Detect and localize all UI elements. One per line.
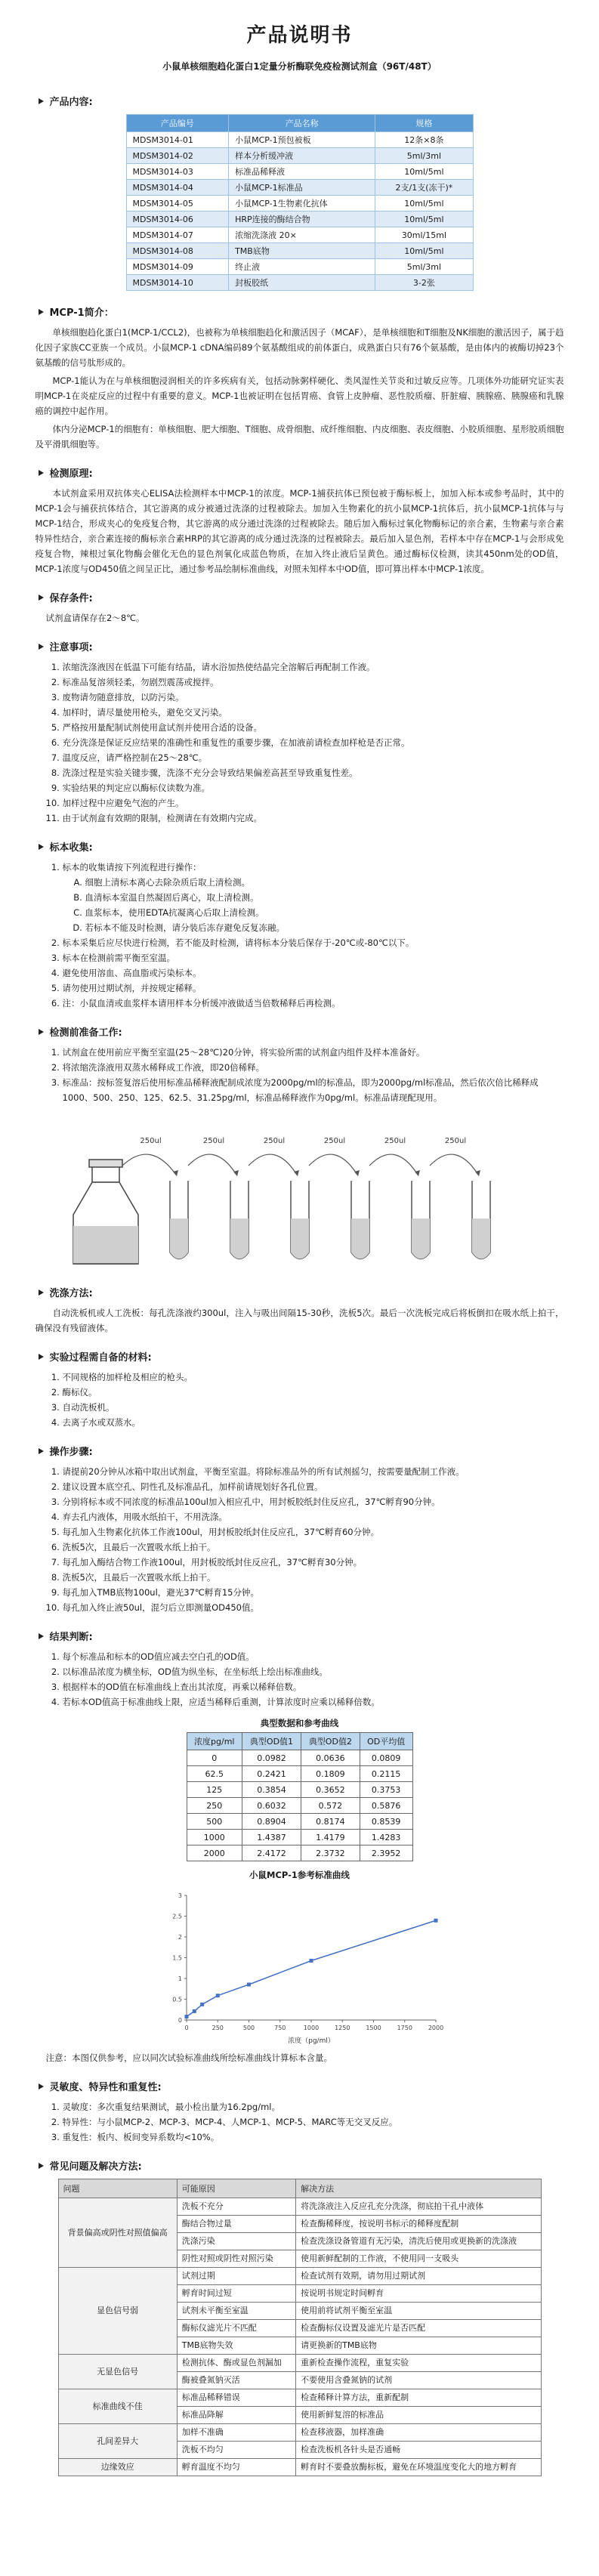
sample-subitem: C. 血浆标本，使用EDTA抗凝离心后取上清检测。 — [85, 905, 564, 920]
table-row — [187, 1766, 412, 1782]
faq-cause: 洗板不充分 — [177, 2198, 295, 2216]
table-cell: MDSM3014-07 — [126, 227, 229, 243]
y-tick-label: 0 — [178, 2017, 182, 2024]
faq-table — [58, 2179, 542, 2476]
bullet-arrow-icon — [39, 1633, 44, 1639]
tube-icon — [351, 1181, 369, 1259]
bullet-arrow-icon — [39, 1354, 44, 1360]
section-sample: 标本收集: — [36, 839, 564, 854]
faq-cause: 洗板不均匀 — [177, 2442, 295, 2459]
steps-list — [36, 1464, 564, 1615]
faq-cause: 孵育时间过短 — [177, 2285, 295, 2303]
step-item: 3. 分别将标本或不同浓度的标准品100ul加入相应孔中，用封板胶纸封住反应孔，37℃孵育90分钟。 — [63, 1494, 564, 1509]
table-cell: 0.0636 — [301, 1750, 360, 1766]
bullet-arrow-icon — [39, 595, 44, 601]
step-item: 1. 请提前20分钟从冰箱中取出试剂盒，平衡至室温。将除标准品外的所有试剂摇匀，按需要量配制工作液。 — [63, 1464, 564, 1479]
step-item: 9. 每孔加入TMB底物100ul，避光37℃孵育15分钟。 — [63, 1585, 564, 1600]
faq-solution: 检查酶稀释度，按说明书标示的稀释度配制 — [296, 2216, 541, 2233]
note-item: 6. 充分洗涤是保证反应结果的准确性和重复性的重要步骤，在加液前请检查加样枪是否正常。 — [63, 735, 564, 750]
page-title: 产品说明书 — [246, 24, 353, 47]
bullet-arrow-icon — [39, 844, 44, 850]
tube-icon — [230, 1181, 249, 1259]
x-axis-label: 浓度（pg/ml） — [287, 2037, 335, 2045]
table-row — [126, 132, 473, 148]
x-tick-label: 1250 — [334, 2025, 350, 2031]
wash-text: 自动洗板机或人工洗板：每孔洗涤液约300ul，注入与吸出间隔15-30秒，洗板5次。最后一次洗板完成后将板倒扣在吸水纸上拍干，确保没有残留液体。 — [35, 1308, 564, 1333]
table-cell: 小鼠MCP-1生物素化抗体 — [229, 196, 375, 212]
step-item: 4. 弃去孔内液体，用吸水纸拍干，不用洗涤。 — [63, 1509, 564, 1524]
x-tick-label: 1000 — [303, 2025, 319, 2031]
table-cell: 小鼠MCP-1预包被板 — [229, 132, 375, 148]
table-row — [126, 243, 473, 259]
table-cell: 3-2张 — [375, 275, 473, 291]
sample-subitem: D. 若标本不能及时检测，请分装后冻存避免反复冻融。 — [85, 920, 564, 935]
table-cell: MDSM3014-02 — [126, 148, 229, 164]
sample-item: 4. 避免使用溶血、高血脂或污染标本。 — [63, 965, 564, 981]
tube-icon — [472, 1181, 490, 1259]
faq-cause: 试剂过期 — [177, 2268, 295, 2285]
sample-subitem: A. 细胞上清标本离心去除杂质后取上清检测。 — [85, 875, 564, 890]
table-cell: 10ml/5ml — [375, 243, 473, 259]
faq-question: 显色信号弱 — [58, 2268, 177, 2355]
table-cell: MDSM3014-04 — [126, 180, 229, 196]
note-item: 10. 加样过程中应避免气泡的产生。 — [63, 795, 564, 811]
faq-question: 边缘效应 — [58, 2459, 177, 2476]
material-item: 2. 酶标仪。 — [63, 1385, 564, 1400]
table-row — [187, 1814, 412, 1830]
table-cell: MDSM3014-09 — [126, 259, 229, 275]
prep-item: 2. 将浓缩洗涤液用双蒸水稀释成工作液，即20倍稀释。 — [63, 1060, 564, 1075]
faq-cause: 加样不准确 — [177, 2424, 295, 2442]
section-principle: 检测原理: — [36, 465, 564, 480]
sample-item: 1. 标本的收集请按下列流程进行操作： A. 细胞上清标本离心去除杂质后取上清检测。 B. 血清标本室温自然凝固后离心，取上清检测。 C. 血浆标本，使用EDTA抗凝离心后取上清检测。 D. 若标本不能及时检测，请分装后冻存避免反复冻融。 — [63, 860, 564, 935]
table-cell: MDSM3014-03 — [126, 164, 229, 180]
bullet-arrow-icon — [39, 1290, 44, 1296]
material-item: 3. 自动洗板机。 — [63, 1400, 564, 1415]
kit-header: 产品编号 — [126, 115, 229, 132]
transfer-arrow-icon — [430, 1154, 478, 1175]
table-cell: 12条×8条 — [375, 132, 473, 148]
transfer-volume-label: 250ul — [444, 1137, 466, 1145]
manual-page — [36, 0, 564, 2476]
y-tick-label: 1 — [178, 1975, 182, 1982]
sample-item: 6. 注：小鼠血清或血浆样本请用样本分析缓冲液做适当倍数稀释后再检测。 — [63, 996, 564, 1011]
note-item: 2. 标准品复溶须轻柔，勿剧烈震荡或搅拌。 — [63, 675, 564, 690]
kit-table — [126, 114, 474, 291]
y-tick-label: 0.5 — [171, 1996, 182, 2003]
faq-solution: 检查移液器，加样准确 — [296, 2424, 541, 2442]
step-item: 8. 洗板5次，且最后一次置吸水纸上拍干。 — [63, 1570, 564, 1585]
table-cell: 0.3854 — [242, 1782, 301, 1798]
section-notes: 注意事项: — [36, 639, 564, 653]
x-tick-label: 1500 — [365, 2025, 381, 2031]
table-row — [126, 164, 473, 180]
table-cell: 5ml/3ml — [375, 148, 473, 164]
standard-curve-chart — [141, 1884, 459, 2050]
table-cell: 0.8539 — [360, 1814, 412, 1830]
std-header: 浓度pg/ml — [187, 1733, 242, 1750]
transfer-arrow-icon — [369, 1154, 418, 1175]
table-cell: 2.4172 — [242, 1846, 301, 1861]
performance-item: 2. 特异性：与小鼠MCP-2、MCP-3、MCP-4、人MCP-1、MCP-5、MARC等无交叉反应。 — [63, 2114, 564, 2130]
faq-solution: 按说明书规定时间孵育 — [296, 2285, 541, 2303]
table-cell: 0.3652 — [301, 1782, 360, 1798]
table-cell: MDSM3014-08 — [126, 243, 229, 259]
faq-solution: 使用新鲜复溶的标准品 — [296, 2407, 541, 2424]
table-row — [126, 227, 473, 243]
table-cell: TMB底物 — [229, 243, 375, 259]
data-point — [434, 1919, 437, 1923]
materials-list — [36, 1370, 564, 1430]
faq-solution: 使用前将试剂平衡至室温 — [296, 2303, 541, 2320]
table-row — [126, 196, 473, 212]
result-item: 2. 以标准品浓度为横坐标，OD值为纵坐标，在坐标纸上绘出标准曲线。 — [63, 1664, 564, 1679]
results-list — [36, 1649, 564, 1710]
data-point — [184, 2015, 188, 2018]
sample-item: 3. 标本在检测前需平衡至室温。 — [63, 950, 564, 965]
kit-header: 产品名称 — [229, 115, 375, 132]
faq-cause: 标准品稀释错误 — [177, 2389, 295, 2407]
table-cell: 0.6032 — [242, 1798, 301, 1814]
bullet-arrow-icon — [39, 309, 44, 315]
kit-header: 规格 — [375, 115, 473, 132]
performance-item: 3. 重复性：板内、板间变异系数均<10%。 — [63, 2130, 564, 2145]
table-cell: 1.4387 — [242, 1830, 301, 1846]
table-cell: 样本分析缓冲液 — [229, 148, 375, 164]
notes-list — [36, 659, 564, 826]
table-cell: 0.3753 — [360, 1782, 412, 1798]
faq-row — [58, 2424, 541, 2442]
step-item: 2. 建议设置本底空孔、阴性孔及标准品孔，加样前请规划好各孔位置。 — [63, 1479, 564, 1494]
faq-cause: 酶标仪滤光片不匹配 — [177, 2320, 295, 2337]
bullet-arrow-icon — [39, 1448, 44, 1454]
faq-row — [58, 2268, 541, 2285]
faq-solution: 使用新鲜配制的工作液，不使用同一支吸头 — [296, 2250, 541, 2268]
table-cell: 2支/1支(冻干)* — [375, 180, 473, 196]
note-item: 9. 实验结果的判定应以酶标仪读数为准。 — [63, 780, 564, 795]
faq-solution: 孵育时不要叠放酶标板，避免在环境温度变化大的地方孵育 — [296, 2459, 541, 2476]
table-cell: 250 — [187, 1798, 242, 1814]
faq-cause: 标准品降解 — [177, 2407, 295, 2424]
table-cell: MDSM3014-01 — [126, 132, 229, 148]
transfer-volume-label: 250ul — [139, 1137, 162, 1145]
table-cell: 10ml/5ml — [375, 196, 473, 212]
table-cell: 0.8904 — [242, 1814, 301, 1830]
table-cell: 封板胶纸 — [229, 275, 375, 291]
faq-row — [58, 2459, 541, 2476]
table-cell: 10ml/5ml — [375, 164, 473, 180]
faq-header: 问题 — [58, 2179, 177, 2198]
table-cell: 2000 — [187, 1846, 242, 1861]
faq-solution: 检查洗涤设备管道有无污染，清洗后使用或更换新的洗涤液 — [296, 2233, 541, 2250]
faq-row — [58, 2355, 541, 2372]
table-cell: 终止液 — [229, 259, 375, 275]
table-cell: 30ml/15ml — [375, 227, 473, 243]
chart-caption: 小鼠MCP-1参考标准曲线 — [249, 1870, 350, 1880]
faq-question: 无显色信号 — [58, 2355, 177, 2389]
faq-question: 背景偏高或阴性对照值偏高 — [58, 2198, 177, 2268]
transfer-volume-label: 250ul — [263, 1137, 285, 1145]
table-row — [187, 1750, 412, 1766]
faq-solution: 检查洗板机各针头是否通畅 — [296, 2442, 541, 2459]
transfer-arrow-icon — [249, 1154, 297, 1175]
faq-cause: 试剂未平衡至室温 — [177, 2303, 295, 2320]
note-item: 5. 严格按用量配制试剂使用盒试剂并使用合适的设备。 — [63, 720, 564, 735]
faq-question: 标准曲线不佳 — [58, 2389, 177, 2424]
transfer-volume-label: 250ul — [323, 1137, 345, 1145]
sample-item: 2. 标本采集后应尽快进行检测，若不能及时检测，请将标本分装后保存于-20℃或-80℃以下。 — [63, 935, 564, 950]
table-row — [126, 275, 473, 291]
table-cell: 0.0809 — [360, 1750, 412, 1766]
table-cell: 5ml/3ml — [375, 259, 473, 275]
faq-solution: 请更换新的TMB底物 — [296, 2337, 541, 2355]
table-cell: 0.5876 — [360, 1798, 412, 1814]
x-tick-label: 1750 — [397, 2025, 412, 2031]
table-cell: 2.3952 — [360, 1846, 412, 1861]
table-cell: 0.8174 — [301, 1814, 360, 1830]
transfer-arrow-icon — [122, 1154, 176, 1175]
y-tick-label: 3 — [178, 1892, 182, 1899]
y-tick-label: 1.5 — [171, 1954, 182, 1962]
table-cell: 0 — [187, 1750, 242, 1766]
x-tick-label: 250 — [212, 2025, 224, 2031]
note-item: 4. 加样时，请尽量使用枪头，避免交叉污染。 — [63, 705, 564, 720]
faq-solution: 不要使用含叠氮钠的试剂 — [296, 2372, 541, 2389]
table-row — [187, 1846, 412, 1861]
principle-text: 本试剂盒采用双抗体夹心ELISA法检测样本中MCP-1的浓度。MCP-1捕获抗体已预包被于酶标板上，加加入标本或参考品时，其中的MCP-1会与捕获抗体结合，其它游离的成分被通过洗涤的过程被除去。加加入生物素化的抗小鼠MCP-1抗体后，抗小鼠MCP-1抗体与与MCP-1结合，形成夹心的免疫复合物，其它游离的成分通过洗涤的过程被除去。随后加入酶标过氧化物酶标记的亲合素，生物素与亲合素特异性结合，亲合素连接的酶标亲合素HRP的其它游离的成分通过洗涤的过程被除去。最后加入显色剂，若样本中存在MCP-1与会形成免疫复合物，辣根过氧化物酶会催化无色的显色剂氧化成蓝色物质，在加入终止液后呈黄色。通过酶标仪检测，读其450nm处的OD值，MCP-1浓度与OD450值之间呈正比，通过参考品绘制标准曲线，对照未知样本中OD值，即可算出样本中MCP-1浓度。 — [35, 488, 564, 574]
faq-solution: 检查试剂有效期，请勿用过期试剂 — [296, 2268, 541, 2285]
section-wash: 洗涤方法: — [36, 1285, 564, 1299]
transfer-arrow-icon — [188, 1154, 236, 1175]
table-cell: HRP连接的酶结合物 — [229, 212, 375, 227]
performance-item: 1. 灵敏度：多次重复结果测试，最小检出量为16.2pg/ml。 — [63, 2099, 564, 2114]
data-point — [192, 2009, 196, 2013]
faq-cause: 酶被叠氮钠灭活 — [177, 2372, 295, 2389]
section-storage: 保存条件: — [36, 590, 564, 604]
bullet-arrow-icon — [39, 2083, 44, 2090]
faq-cause: 孵育温度不均匀 — [177, 2459, 295, 2476]
faq-cause: TMB底物失效 — [177, 2337, 295, 2355]
table-cell: 浓缩洗涤液 20× — [229, 227, 375, 243]
faq-cause: 阴性对照或阴性对照污染 — [177, 2250, 295, 2268]
table-cell: 0.2115 — [360, 1766, 412, 1782]
faq-cause: 洗涤污染 — [177, 2233, 295, 2250]
table-cell: MDSM3014-06 — [126, 212, 229, 227]
result-item: 1. 每个标准品和标本的OD值应减去空白孔的OD值。 — [63, 1649, 564, 1664]
table-cell: MDSM3014-05 — [126, 196, 229, 212]
stock-bottle-icon — [73, 1160, 138, 1264]
note-item: 7. 温度反应，请严格控制在25～28℃。 — [63, 750, 564, 765]
table-cell: MDSM3014-10 — [126, 275, 229, 291]
chart-note: 注意：本图仅供参考，应以同次试验标准曲线所绘标准曲线计算标本含量。 — [45, 2052, 332, 2063]
table-cell: 1000 — [187, 1830, 242, 1846]
result-item: 3. 根据样本的OD值在标准曲线上查出其浓度，再乘以稀释倍数。 — [63, 1679, 564, 1694]
prep-item: 1. 试剂盒在使用前应平衡至室温(25～28℃)20分钟，将实验所需的试剂盒内组件及样本准备好。 — [63, 1045, 564, 1060]
x-tick-label: 750 — [273, 2025, 286, 2031]
std-header: 典型OD值2 — [301, 1733, 360, 1750]
data-point — [215, 1994, 219, 1997]
faq-row — [58, 2198, 541, 2216]
faq-solution: 检查酶标仪设置及滤光片是否匹配 — [296, 2320, 541, 2337]
intro-text — [36, 325, 564, 452]
table-cell: 小鼠MCP-1标准品 — [229, 180, 375, 196]
table-cell: 10ml/5ml — [375, 212, 473, 227]
section-performance: 灵敏度、特异性和重复性: — [36, 2079, 564, 2093]
bullet-arrow-icon — [39, 470, 44, 476]
table-cell: 0.0982 — [242, 1750, 301, 1766]
page-subtitle: 小鼠单核细胞趋化蛋白1定量分析酶联免疫检测试剂盒（96T/48T） — [162, 61, 437, 72]
table-cell: 0.2421 — [242, 1766, 301, 1782]
intro-paragraph: 单核细胞趋化蛋白1(MCP-1/CCL2)，也被称为单核细胞趋化和激活因子（MCAF），是单核细胞和T细胞及NK细胞的激活因子，属于趋化因子家族CC亚族一个成员。小鼠MCP-1 cDNA编码89个氨基酸组成的前体蛋白，成熟蛋白只有76个氨基酸，是由体内的被酶切掉23个氨基酸的信号肽形成的。 — [35, 327, 564, 368]
std-header: OD平均值 — [360, 1733, 412, 1750]
std-table-caption: 典型数据和参考曲线 — [260, 1718, 339, 1728]
y-tick-label: 2.5 — [171, 1913, 182, 1920]
faq-cause: 检测抗体、酶或显色剂漏加 — [177, 2355, 295, 2372]
step-item: 7. 每孔加入酶结合物工作液100ul，用封板胶纸封住反应孔，37℃孵育30分钟。 — [63, 1555, 564, 1570]
table-row — [187, 1798, 412, 1814]
faq-header: 可能原因 — [177, 2179, 295, 2198]
faq-header: 解决方法 — [296, 2179, 541, 2198]
prep-item: 3. 标准品：按标签复溶后使用标准品稀释液配制成浓度为2000pg/ml的标准品，即为2000pg/ml标准品，然后依次倍比稀释成1000、500、250、125、62.5、31.25pg/ml，标准品稀释液作为0pg/ml。标准品请现配现用。 — [63, 1075, 564, 1105]
note-item: 11. 由于试剂盒有效期的限制，检测请在有效期内完成。 — [63, 811, 564, 826]
bullet-arrow-icon — [39, 644, 44, 650]
section-faq: 常见问题及解决方法: — [36, 2158, 564, 2173]
sample-item: 5. 请勿使用过期试剂，并按规定稀释。 — [63, 981, 564, 996]
table-row — [187, 1830, 412, 1846]
intro-paragraph: MCP-1能认为在与单核细胞浸润相关的许多疾病有关，包括动脉粥样硬化、类风湿性关节炎和过敏反应等。几项体外功能研究证实表明MCP-1在炎症反应的过程中有重要的意义。MCP-1也被证明在包括胃癌、食管上皮肿瘤、恶性胶质瘤、肝脏瘤、胰腺癌、胰腺癌和乳腺癌的调控中起作用。 — [35, 375, 564, 416]
faq-row — [58, 2389, 541, 2407]
x-tick-label: 2000 — [428, 2025, 443, 2031]
x-tick-label: 500 — [242, 2025, 255, 2031]
sample-sublist — [63, 875, 564, 935]
bullet-arrow-icon — [39, 2163, 44, 2169]
table-cell: 0.1809 — [301, 1766, 360, 1782]
note-item: 3. 废物请勿随意排放，以防污染。 — [63, 690, 564, 705]
table-row — [126, 180, 473, 196]
data-point — [309, 1959, 313, 1963]
x-tick-label: 0 — [184, 2025, 189, 2031]
storage-text: 试剂盒请保存在2～8℃。 — [45, 613, 145, 623]
table-cell: 0.572 — [301, 1798, 360, 1814]
table-cell: 标准品稀释液 — [229, 164, 375, 180]
step-item: 10. 每孔加入终止液50ul，混匀后立即测量OD450值。 — [63, 1600, 564, 1615]
faq-solution: 检查稀释计算方法，重新配制 — [296, 2389, 541, 2407]
bullet-arrow-icon — [39, 1029, 44, 1035]
step-item: 6. 洗板5次，且最后一次置吸水纸上拍干。 — [63, 1540, 564, 1555]
series-line — [187, 1920, 436, 2016]
table-row — [126, 259, 473, 275]
tube-icon — [291, 1181, 309, 1259]
faq-cause: 酶结合物过量 — [177, 2216, 295, 2233]
table-cell: 125 — [187, 1782, 242, 1798]
table-row — [126, 148, 473, 164]
transfer-volume-label: 250ul — [202, 1137, 224, 1145]
transfer-arrow-icon — [309, 1154, 357, 1175]
section-materials: 实验过程需自备的材料: — [36, 1349, 564, 1364]
table-cell: 1.4179 — [301, 1830, 360, 1846]
prep-list — [36, 1045, 564, 1105]
note-item: 8. 洗涤过程是实验关键步骤，洗涤不充分会导致结果偏差高甚至导致重复性差。 — [63, 765, 564, 780]
faq-solution: 将洗涤液注入反应孔充分洗涤，彻底拍干孔中液体 — [296, 2198, 541, 2216]
step-item: 5. 每孔加入生物素化抗体工作液100ul，用封板胶纸封住反应孔，37℃孵育60分钟。 — [63, 1524, 564, 1540]
std-header: 典型OD值1 — [242, 1733, 301, 1750]
intro-paragraph: 体内分泌MCP-1的细胞有：单核细胞、肥大细胞、T细胞、成骨细胞、成纤维细胞、内皮细胞、表皮细胞、小胶质细胞、星形胶质细胞及平滑肌细胞等。 — [35, 424, 564, 449]
table-cell: 500 — [187, 1814, 242, 1830]
section-steps: 操作步骤: — [36, 1444, 564, 1458]
data-point — [247, 1983, 251, 1987]
section-intro: MCP-1简介： — [36, 304, 564, 319]
performance-list — [36, 2099, 564, 2145]
section-contents: 产品内容: — [36, 94, 564, 108]
material-item: 4. 去离子水或双蒸水。 — [63, 1415, 564, 1430]
transfer-volume-label: 250ul — [384, 1137, 406, 1145]
material-item: 1. 不同规格的加样枪及相应的枪头。 — [63, 1370, 564, 1385]
faq-question: 孔间差异大 — [58, 2424, 177, 2459]
sample-list — [36, 860, 564, 1011]
data-point — [200, 2003, 204, 2006]
section-results: 结果判断: — [36, 1629, 564, 1643]
result-item: 4. 若标本OD值高于标准曲线上限，应适当稀释后重测，计算浓度时应乘以稀释倍数。 — [63, 1694, 564, 1710]
bullet-arrow-icon — [39, 98, 44, 104]
table-row — [126, 212, 473, 227]
dilution-diagram — [66, 1113, 534, 1271]
section-reagent-prep: 检测前准备工作: — [36, 1024, 564, 1039]
table-cell: 1.4283 — [360, 1830, 412, 1846]
sample-subitem: B. 血清标本室温自然凝固后离心，取上清检测。 — [85, 890, 564, 905]
table-cell: 62.5 — [187, 1766, 242, 1782]
standard-data-table — [187, 1732, 413, 1861]
table-row — [187, 1782, 412, 1798]
tube-icon — [170, 1181, 188, 1259]
note-item: 1. 浓缩洗涤液因在低温下可能有结晶，请水浴加热使结晶完全溶解后再配制工作液。 — [63, 659, 564, 675]
faq-solution: 重新检查操作流程，重复实验 — [296, 2355, 541, 2372]
y-tick-label: 2 — [178, 1934, 182, 1941]
table-cell: 2.3732 — [301, 1846, 360, 1861]
tube-icon — [412, 1181, 430, 1259]
